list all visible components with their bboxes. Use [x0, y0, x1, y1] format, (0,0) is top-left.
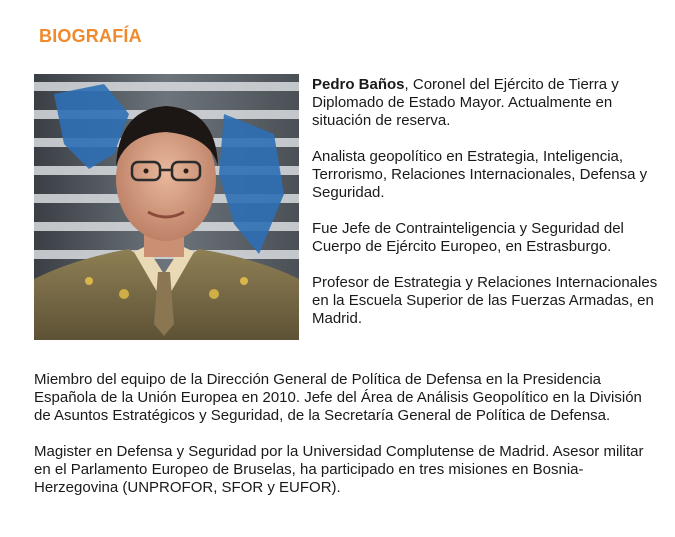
bio-paragraph-5: Miembro del equipo de la Dirección General de Política de Defensa en la Presidencia Española de la Unión Europea en 2010. Jefe del Área de Análisis Geopolítico en la División de Asuntos Estratégicos y Seguridad, de la Secretaría General de Política de Defensa. — [34, 371, 642, 424]
bio-side-column — [312, 76, 662, 346]
bio-paragraph-4: Profesor de Estrategia y Relaciones Internacionales en la Escuela Superior de las Fuerzas Armadas, en Madrid. — [312, 274, 658, 327]
bio-paragraph-2: Analista geopolítico en Estrategia, Inteligencia, Terrorismo, Relaciones Internacionales, Defensa y Seguridad. — [312, 148, 648, 201]
bio-paragraph-1 — [312, 76, 662, 130]
bio-paragraph-3: Fue Jefe de Contrainteligencia y Seguridad del Cuerpo de Ejército Europeo, en Estrasburgo. — [312, 220, 624, 255]
page-title: BIOGRAFÍA — [39, 26, 142, 46]
person-name: Pedro Baños — [312, 76, 405, 93]
bio-paragraph-6: Magister en Defensa y Seguridad por la Universidad Complutense de Madrid. Asesor militar en el Parlamento Europeo de Bruselas, ha participado en tres misiones en Bosnia-Herzegovina (UNPROFOR, SFOR y EUFOR). — [34, 443, 644, 496]
bio-bottom-column — [34, 371, 654, 515]
portrait-illustration — [34, 74, 299, 340]
portrait-photo — [34, 74, 299, 340]
bio-paragraph-1-text: , Coronel del Ejército de Tierra y Diplomado de Estado Mayor. Actualmente en situación de reserva. — [312, 76, 619, 129]
